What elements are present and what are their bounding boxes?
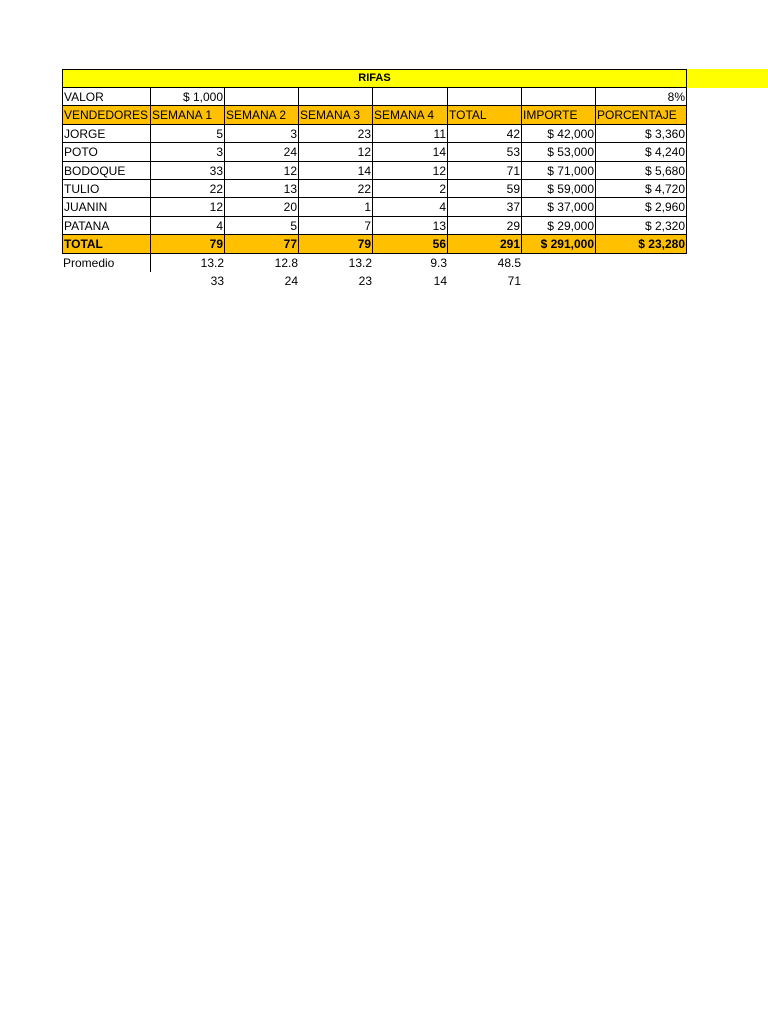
seller-semana-3[interactable]: 7 <box>299 217 373 235</box>
seller-name[interactable]: JUANIN <box>62 198 151 216</box>
maximo-semana-3[interactable]: 23 <box>358 273 372 288</box>
seller-porcentaje[interactable]: $ 3,360 <box>596 125 687 143</box>
header-importe[interactable]: IMPORTE <box>522 106 596 124</box>
totals-total[interactable]: 291 <box>448 235 522 253</box>
promedio-row <box>62 254 768 272</box>
header-semana-2[interactable]: SEMANA 2 <box>225 106 299 124</box>
seller-total[interactable]: 29 <box>448 217 522 235</box>
promedio-semana-1[interactable]: 13.2 <box>200 255 224 270</box>
totals-semana-4[interactable]: 56 <box>373 235 448 253</box>
maximo-semana-1[interactable]: 33 <box>210 273 224 288</box>
promedio-semana-4[interactable]: 9.3 <box>430 255 447 270</box>
maximo-semana-2[interactable]: 24 <box>284 273 298 288</box>
header-vendedores[interactable]: VENDEDORES <box>62 106 151 124</box>
seller-total[interactable]: 37 <box>448 198 522 216</box>
seller-semana-1[interactable]: 3 <box>151 143 225 161</box>
seller-semana-3[interactable]: 12 <box>299 143 373 161</box>
header-semana-3[interactable]: SEMANA 3 <box>299 106 373 124</box>
seller-semana-2[interactable]: 20 <box>225 198 299 216</box>
header-total[interactable]: TOTAL <box>448 106 522 124</box>
promedio-total[interactable]: 48.5 <box>497 255 521 270</box>
sheet-title[interactable]: RIFAS <box>62 69 687 88</box>
seller-importe[interactable]: $ 37,000 <box>522 198 596 216</box>
seller-total[interactable]: 42 <box>448 125 522 143</box>
header-row <box>62 106 768 124</box>
maximo-total[interactable]: 71 <box>507 273 521 288</box>
seller-semana-2[interactable]: 12 <box>225 162 299 180</box>
seller-semana-2[interactable]: 24 <box>225 143 299 161</box>
header-semana-1[interactable]: SEMANA 1 <box>151 106 225 124</box>
seller-porcentaje[interactable]: $ 4,240 <box>596 143 687 161</box>
maximo-row <box>62 272 768 290</box>
valor-empty-cell[interactable] <box>522 88 596 106</box>
seller-semana-4[interactable]: 4 <box>373 198 448 216</box>
totals-label[interactable]: TOTAL <box>62 235 151 253</box>
seller-porcentaje[interactable]: $ 4,720 <box>596 180 687 198</box>
valor-label[interactable]: VALOR <box>62 88 151 106</box>
valor-price[interactable]: $ 1,000 <box>151 88 225 106</box>
promedio-label[interactable]: Promedio <box>62 254 151 272</box>
seller-name[interactable]: BODOQUE <box>62 162 151 180</box>
seller-semana-1[interactable]: 12 <box>151 198 225 216</box>
seller-semana-1[interactable]: 22 <box>151 180 225 198</box>
table-row <box>62 162 768 180</box>
totals-semana-2[interactable]: 77 <box>225 235 299 253</box>
valor-empty-cell[interactable] <box>299 88 373 106</box>
totals-semana-3[interactable]: 79 <box>299 235 373 253</box>
maximo-semana-4[interactable]: 14 <box>433 273 447 288</box>
seller-semana-1[interactable]: 4 <box>151 217 225 235</box>
seller-importe[interactable]: $ 42,000 <box>522 125 596 143</box>
title-row <box>62 69 768 88</box>
seller-semana-4[interactable]: 11 <box>373 125 448 143</box>
seller-name[interactable]: POTO <box>62 143 151 161</box>
seller-importe[interactable]: $ 29,000 <box>522 217 596 235</box>
seller-semana-4[interactable]: 2 <box>373 180 448 198</box>
totals-porcentaje[interactable]: $ 23,280 <box>596 235 687 253</box>
seller-total[interactable]: 53 <box>448 143 522 161</box>
table-row <box>62 143 768 161</box>
seller-name[interactable]: PATANA <box>62 217 151 235</box>
valor-row <box>62 88 768 106</box>
promedio-semana-2[interactable]: 12.8 <box>274 255 298 270</box>
valor-percent[interactable]: 8% <box>596 88 687 106</box>
seller-name[interactable]: TULIO <box>62 180 151 198</box>
seller-semana-4[interactable]: 13 <box>373 217 448 235</box>
totals-semana-1[interactable]: 79 <box>151 235 225 253</box>
spreadsheet <box>62 69 768 290</box>
seller-importe[interactable]: $ 53,000 <box>522 143 596 161</box>
totals-row <box>62 235 768 253</box>
seller-semana-2[interactable]: 3 <box>225 125 299 143</box>
seller-semana-1[interactable]: 33 <box>151 162 225 180</box>
valor-empty-cell[interactable] <box>373 88 448 106</box>
seller-semana-4[interactable]: 14 <box>373 143 448 161</box>
seller-total[interactable]: 59 <box>448 180 522 198</box>
table-row <box>62 198 768 216</box>
seller-semana-1[interactable]: 5 <box>151 125 225 143</box>
seller-porcentaje[interactable]: $ 2,960 <box>596 198 687 216</box>
seller-semana-4[interactable]: 12 <box>373 162 448 180</box>
seller-name[interactable]: JORGE <box>62 125 151 143</box>
totals-importe[interactable]: $ 291,000 <box>522 235 596 253</box>
table-row <box>62 217 768 235</box>
seller-semana-3[interactable]: 22 <box>299 180 373 198</box>
seller-semana-2[interactable]: 5 <box>225 217 299 235</box>
valor-empty-cell[interactable] <box>225 88 299 106</box>
header-semana-4[interactable]: SEMANA 4 <box>373 106 448 124</box>
table-row <box>62 180 768 198</box>
seller-total[interactable]: 71 <box>448 162 522 180</box>
valor-empty-cell[interactable] <box>448 88 522 106</box>
seller-semana-3[interactable]: 14 <box>299 162 373 180</box>
seller-semana-3[interactable]: 23 <box>299 125 373 143</box>
table-row <box>62 125 768 143</box>
seller-importe[interactable]: $ 71,000 <box>522 162 596 180</box>
seller-semana-2[interactable]: 13 <box>225 180 299 198</box>
promedio-semana-3[interactable]: 13.2 <box>348 255 372 270</box>
seller-importe[interactable]: $ 59,000 <box>522 180 596 198</box>
seller-porcentaje[interactable]: $ 5,680 <box>596 162 687 180</box>
seller-porcentaje[interactable]: $ 2,320 <box>596 217 687 235</box>
header-porcentaje[interactable]: PORCENTAJE <box>596 106 687 124</box>
seller-semana-3[interactable]: 1 <box>299 198 373 216</box>
